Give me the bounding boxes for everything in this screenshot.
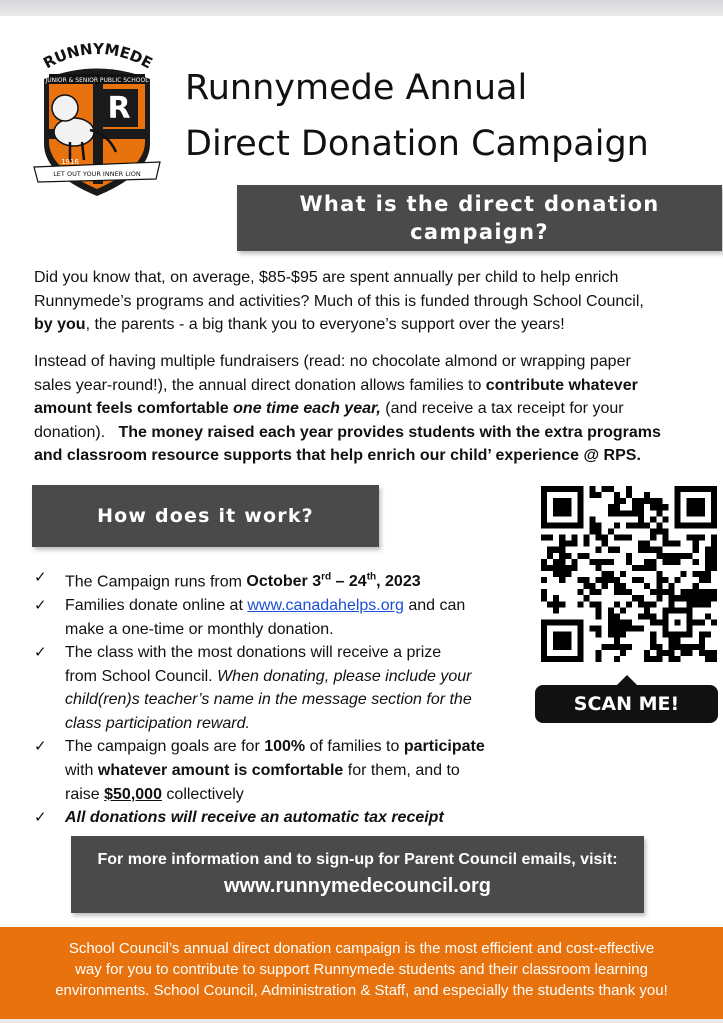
details-line-3 — [34, 397, 714, 421]
how-it-works-list — [34, 566, 534, 830]
item2-b: and can — [403, 596, 466, 614]
item4-l3-a: raise — [65, 785, 105, 803]
details-line-1: Instead of having multiple fundraisers (read: no chocolate almond or wrapping paper — [34, 353, 631, 370]
item4-line-1 — [65, 735, 534, 759]
list-item — [34, 735, 534, 806]
check-icon: ✓ — [34, 809, 47, 827]
details-line-5: and classroom resource supports that help enrich our child’ experience @ RPS. — [34, 447, 641, 464]
what-is-heading-line-1: What is the direct donation — [299, 192, 660, 216]
item2-line-1 — [65, 594, 534, 618]
intro-line-3-rest: , the parents - a big thank you to everyone’s support over the years! — [85, 316, 565, 333]
footer-line-1: School Council’s annual direct donation campaign is the most efficient and cost-effective — [68, 940, 655, 957]
item4-l2-c: for them, and to — [343, 762, 460, 780]
school-crest-logo — [30, 34, 164, 199]
check-icon: ✓ — [34, 738, 47, 756]
item3-line-1: The class with the most donations will receive a prize — [65, 644, 442, 662]
item1-b: October 3 — [246, 573, 322, 591]
item3-line-4: class participation reward. — [65, 714, 250, 732]
page-title — [185, 60, 705, 172]
title-line-1: Runnymede Annual — [185, 68, 528, 108]
details-line-4-b: The money raised each year provides students with the extra programs — [118, 423, 661, 441]
list-item — [34, 566, 534, 594]
item3-line-3: child(ren)s teacher’s name in the message section for the — [65, 691, 472, 709]
details-line-3-c: (and receive a tax receipt for your — [380, 400, 624, 417]
item4-l2-b: whatever amount is comfortable — [97, 762, 344, 780]
item4-d: participate — [403, 738, 485, 756]
title-line-2: Direct Donation Campaign — [185, 124, 649, 164]
logo-name-text: RUNNYMEDE — [40, 39, 156, 73]
intro-paragraph — [34, 266, 714, 337]
item5-text: All donations will receive an automatic tax receipt — [65, 809, 444, 827]
item4-b: 100% — [264, 738, 306, 756]
details-line-4-a: donation). — [34, 423, 119, 441]
check-icon: ✓ — [34, 644, 47, 662]
details-line-2-b: contribute whatever — [485, 376, 638, 394]
details-line-2-a: sales year-round!), the annual direct donation allows families to — [34, 376, 486, 394]
item1-sup2: th — [366, 572, 377, 583]
how-it-works-heading: How does it work? — [32, 485, 379, 547]
intro-bold-by-you: by you — [34, 316, 86, 333]
intro-line-3 — [34, 313, 714, 337]
item1-a: The Campaign runs from — [65, 573, 247, 591]
council-website-link[interactable]: www.runnymedecouncil.org — [223, 875, 492, 897]
scan-me-label: SCAN ME! — [535, 685, 718, 723]
logo-year: 1916 — [61, 158, 79, 166]
footer-line-2: way for you to contribute to support Runnymede students and their classroom learning — [75, 961, 648, 978]
item3-l2-a: from School Council. — [65, 667, 218, 685]
item2-a: Families donate online at — [65, 596, 248, 614]
logo-school-text: JUNIOR & SENIOR PUBLIC SCHOOL — [45, 77, 149, 84]
item2-line-2: make a one-time or monthly donation. — [65, 620, 334, 638]
details-line-3-b: one time each year, — [233, 400, 381, 417]
what-is-heading — [237, 185, 722, 251]
list-item — [34, 806, 534, 830]
details-paragraph — [34, 350, 714, 468]
flyer-page — [0, 16, 723, 1019]
item1-text — [65, 566, 534, 594]
details-line-4 — [34, 421, 714, 445]
what-is-heading-line-2: campaign? — [410, 220, 549, 244]
item3-line-2 — [65, 665, 534, 689]
info-box — [71, 836, 644, 913]
logo-letter: R — [107, 91, 131, 126]
item4-c: of families to — [305, 738, 404, 756]
top-bar — [0, 0, 723, 16]
list-item — [34, 641, 534, 735]
item1-d: , 2023 — [376, 573, 421, 591]
intro-line-1: Did you know that, on average, $85-$95 are spent annually per child to help enrich — [34, 269, 619, 286]
check-icon: ✓ — [34, 596, 47, 614]
details-line-2 — [34, 374, 714, 398]
list-item — [34, 594, 534, 641]
footer-banner — [0, 927, 723, 1019]
item4-a: The campaign goals are for — [65, 738, 265, 756]
info-line-1: For more information and to sign-up for Parent Council emails, visit: — [97, 851, 618, 868]
footer-line-3: environments. School Council, Administration & Staff, and especially the students thank you! — [55, 982, 668, 999]
item1-c: – 24 — [331, 573, 367, 591]
item3-l2-b: When donating, please include your — [217, 667, 472, 685]
check-icon: ✓ — [34, 569, 47, 586]
item1-sup1: rd — [321, 572, 332, 583]
item4-line-2 — [65, 759, 534, 783]
item4-l3-b: $50,000 — [104, 785, 162, 803]
intro-line-2: Runnymede’s programs and activities? Much of this is funded through School Council, — [34, 292, 644, 310]
canadahelps-link[interactable]: www.canadahelps.org — [247, 596, 404, 614]
details-line-3-a: amount feels comfortable — [34, 400, 234, 417]
qr-code[interactable] — [541, 486, 717, 662]
item4-l3-c: collectively — [161, 785, 244, 803]
item4-l2-a: with — [65, 762, 98, 780]
item4-line-3 — [65, 783, 534, 807]
logo-motto: LET OUT YOUR INNER LION — [53, 170, 141, 178]
